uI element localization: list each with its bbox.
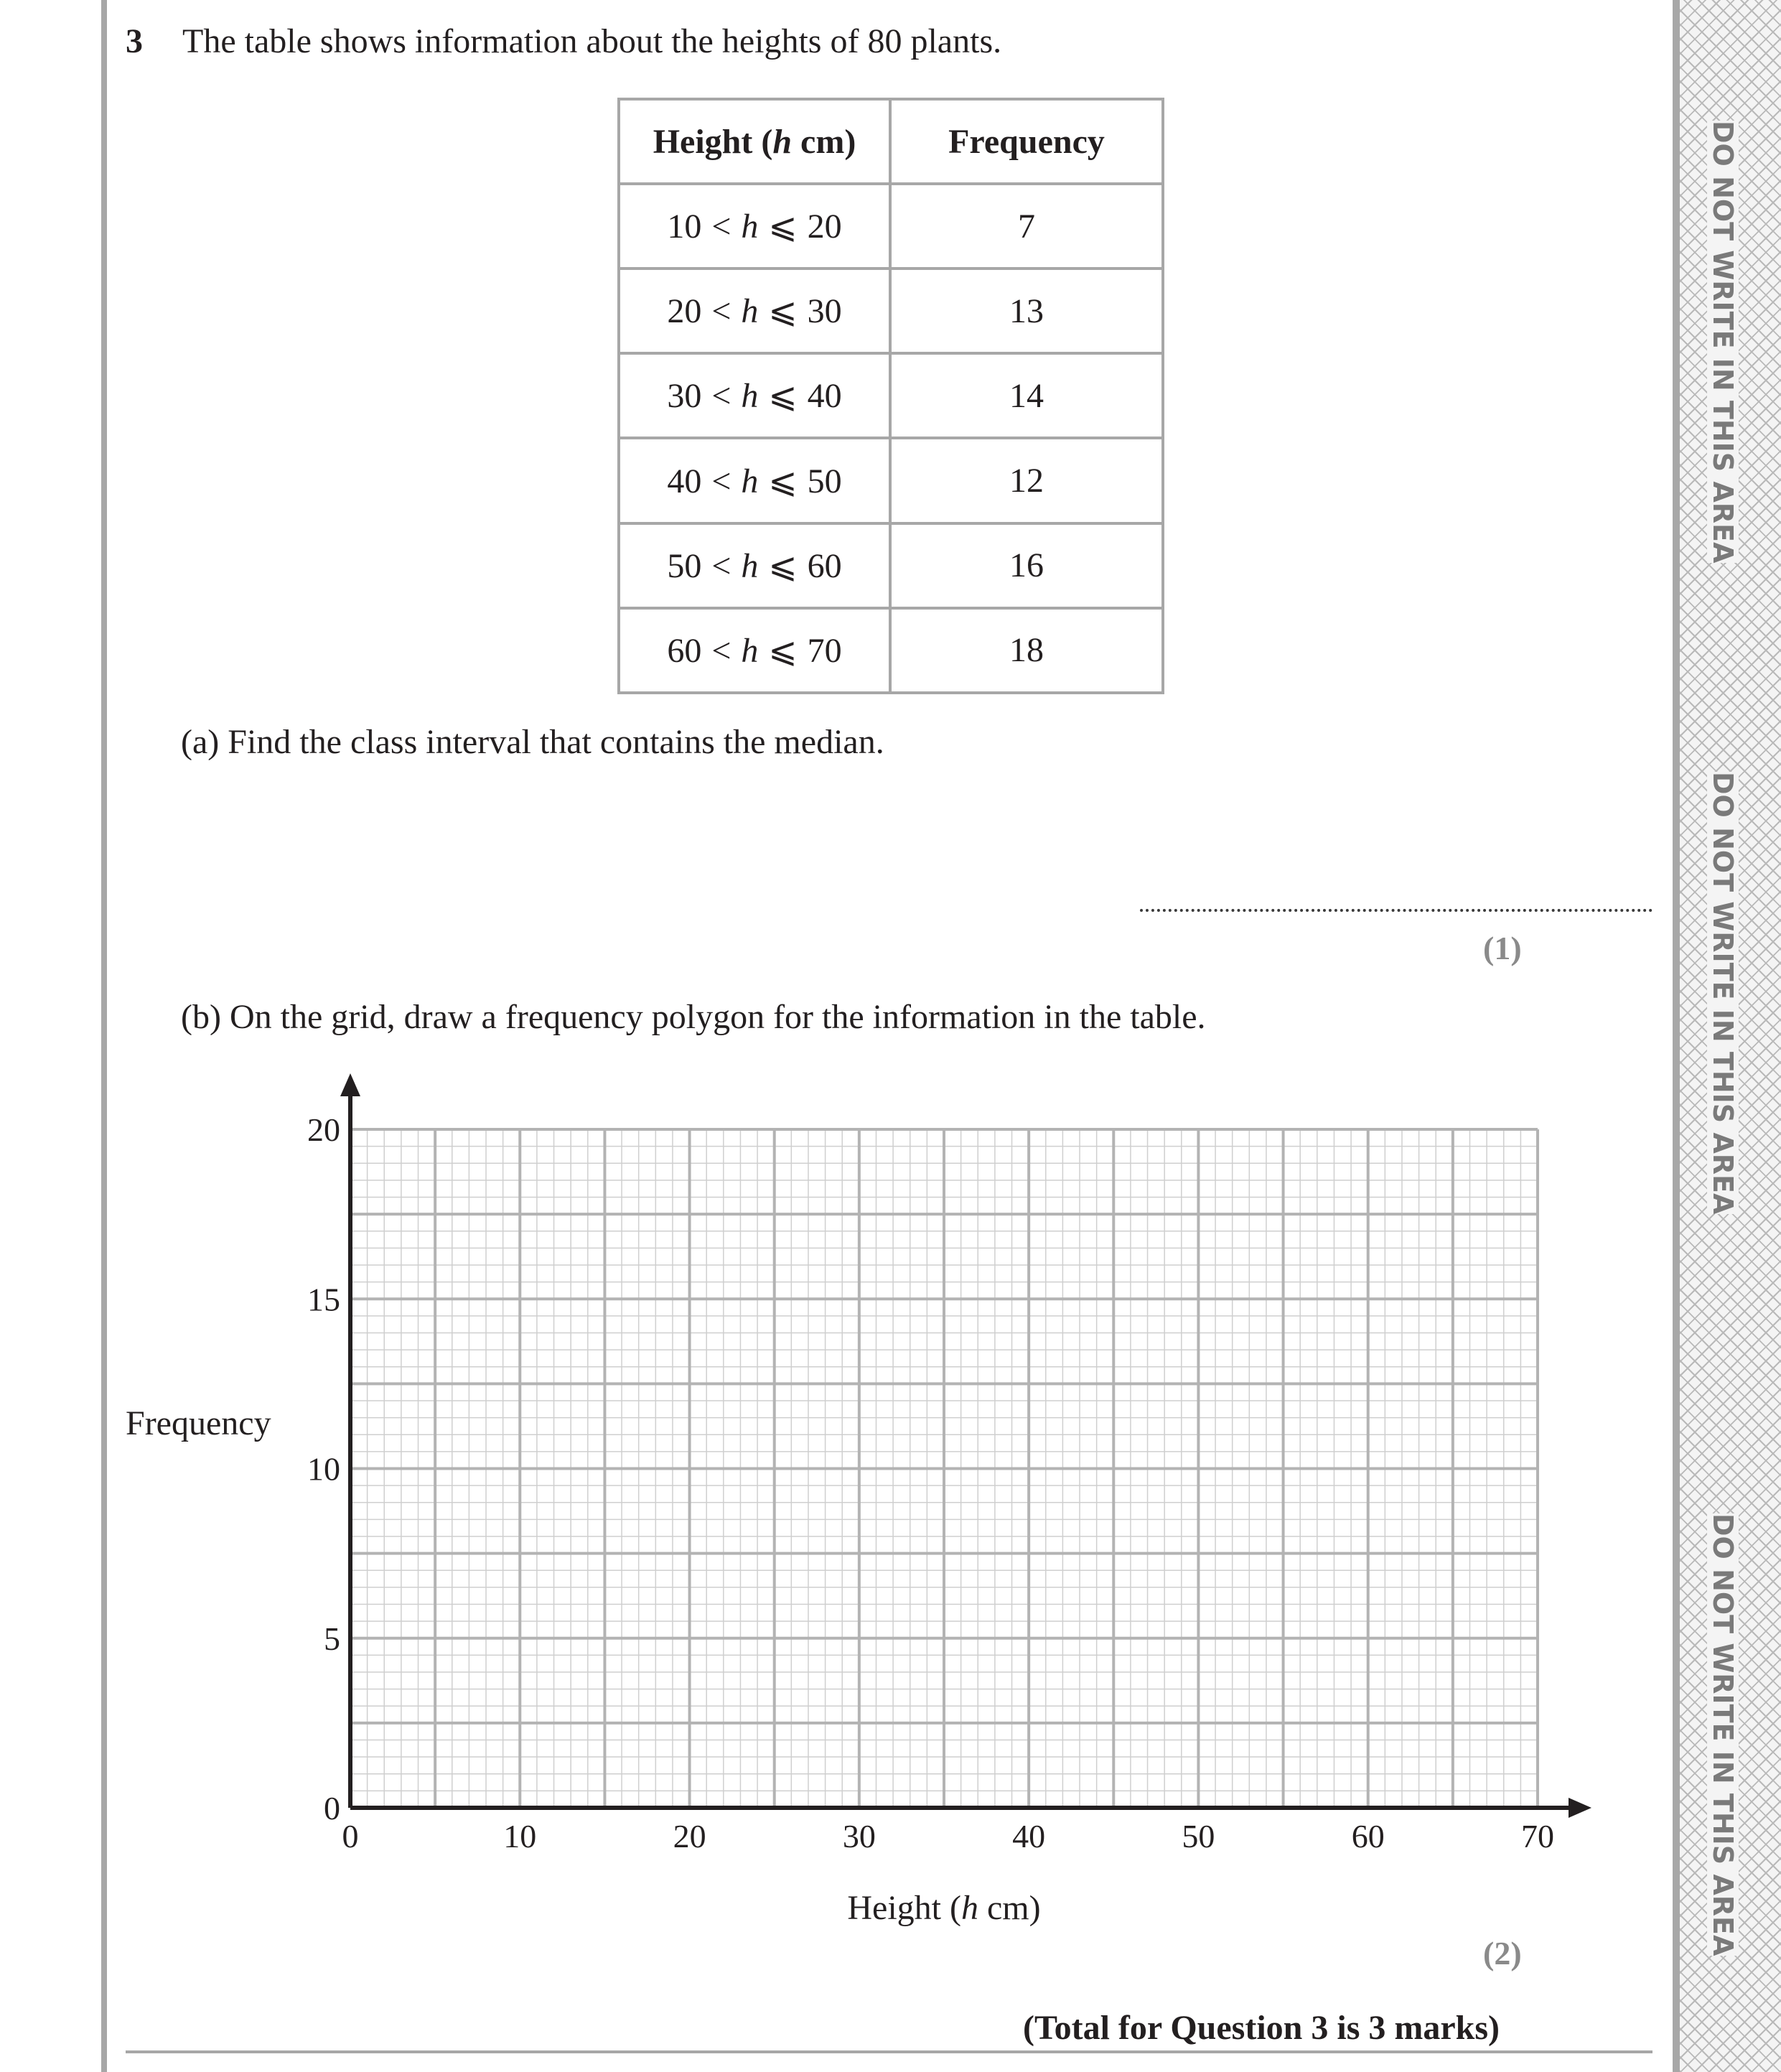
x-tick-label: 0 bbox=[342, 1818, 359, 1854]
y-tick-label: 20 bbox=[307, 1111, 340, 1148]
x-tick-label: 40 bbox=[1012, 1818, 1046, 1854]
x-tick-label: 30 bbox=[842, 1818, 876, 1854]
height-column-header: Height (h cm) bbox=[619, 99, 890, 184]
x-tick-label: 50 bbox=[1182, 1818, 1215, 1854]
part-a-marks: (1) bbox=[1483, 930, 1522, 966]
question-number: 3 bbox=[126, 22, 143, 60]
y-tick-label: 0 bbox=[324, 1790, 340, 1826]
y-axis-title: Frequency bbox=[126, 1404, 271, 1442]
x-axis-title: Height (h cm) bbox=[847, 1889, 1041, 1927]
do-not-write-label: DO NOT WRITE IN THIS AREA bbox=[1707, 121, 1739, 564]
x-tick-label: 60 bbox=[1351, 1818, 1385, 1854]
y-tick-label: 15 bbox=[307, 1281, 340, 1318]
question-text: The table shows information about the heights of 80 plants. bbox=[182, 22, 1002, 60]
x-tick-label: 10 bbox=[503, 1818, 537, 1854]
frequency-column-header: Frequency bbox=[890, 99, 1163, 184]
margin-rule bbox=[1673, 0, 1680, 2072]
x-tick-label: 20 bbox=[673, 1818, 706, 1854]
class-interval-cell: 20 < h ⩽ 30 bbox=[619, 269, 890, 353]
y-tick-label: 10 bbox=[307, 1450, 340, 1488]
frequency-cell: 18 bbox=[890, 608, 1163, 693]
y-tick-label: 5 bbox=[324, 1620, 340, 1657]
class-interval-cell: 10 < h ⩽ 20 bbox=[619, 184, 890, 269]
class-interval-cell: 60 < h ⩽ 70 bbox=[619, 608, 890, 693]
part-b-marks: (2) bbox=[1483, 1935, 1522, 1971]
frequency-cell: 16 bbox=[890, 523, 1163, 608]
x-axis-arrow-icon bbox=[1569, 1798, 1591, 1818]
frequency-cell: 7 bbox=[890, 184, 1163, 269]
x-tick-label: 70 bbox=[1521, 1818, 1554, 1854]
class-interval-cell: 30 < h ⩽ 40 bbox=[619, 353, 890, 438]
frequency-cell: 14 bbox=[890, 353, 1163, 438]
frequency-cell: 12 bbox=[890, 438, 1163, 523]
do-not-write-label: DO NOT WRITE IN THIS AREA bbox=[1707, 772, 1739, 1215]
y-axis-arrow-icon bbox=[340, 1073, 360, 1096]
bottom-rule bbox=[126, 2050, 1653, 2053]
question-total-marks: (Total for Question 3 is 3 marks) bbox=[1023, 2009, 1500, 2047]
class-interval-cell: 40 < h ⩽ 50 bbox=[619, 438, 890, 523]
part-b-question: (b) On the grid, draw a frequency polygon for the information in the table. bbox=[181, 998, 1206, 1036]
frequency-cell: 13 bbox=[890, 269, 1163, 353]
class-interval-cell: 50 < h ⩽ 60 bbox=[619, 523, 890, 608]
do-not-write-label: DO NOT WRITE IN THIS AREA bbox=[1707, 1513, 1739, 1956]
part-a-question: (a) Find the class interval that contains the median. bbox=[181, 723, 884, 761]
